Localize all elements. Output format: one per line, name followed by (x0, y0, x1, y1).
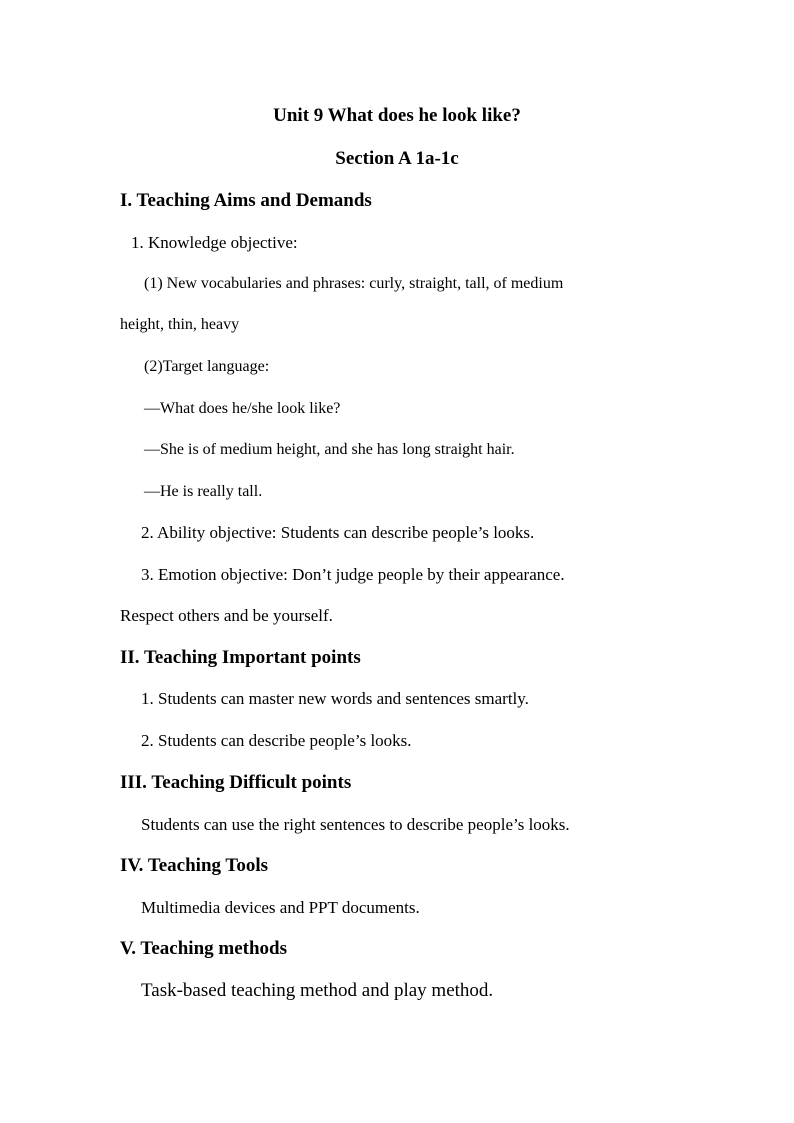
vocabulary-line-2: height, thin, heavy (120, 316, 240, 333)
tools-text: Multimedia devices and PPT documents. (141, 898, 420, 917)
section-heading-methods: V. Teaching methods (120, 938, 288, 959)
document-subtitle: Section A 1a-1c (335, 148, 459, 169)
section-heading-important-points: II. Teaching Important points (120, 647, 361, 668)
emotion-objective-line-1: 3. Emotion objective: Don’t judge people by their appearance. (141, 565, 565, 584)
dialogue-line: —What does he/she look like? (144, 400, 341, 417)
ability-objective: 2. Ability objective: Students can describe people’s looks. (141, 523, 535, 542)
methods-text: Task-based teaching method and play method. (141, 980, 494, 1001)
target-language: (2)Target language: (144, 358, 270, 375)
section-heading-difficult-points: III. Teaching Difficult points (120, 772, 352, 793)
important-point-item: 1. Students can master new words and sentences smartly. (141, 689, 529, 708)
document-title: Unit 9 What does he look like? (273, 105, 521, 126)
dialogue-line: —She is of medium height, and she has long straight hair. (144, 441, 515, 458)
important-point-item: 2. Students can describe people’s looks. (141, 731, 412, 750)
knowledge-objective: 1. Knowledge objective: (131, 233, 298, 252)
dialogue-line: —He is really tall. (144, 483, 263, 500)
section-heading-aims: I. Teaching Aims and Demands (120, 190, 372, 211)
section-heading-tools: IV. Teaching Tools (120, 855, 269, 876)
difficult-point-text: Students can use the right sentences to describe people’s looks. (141, 815, 570, 834)
vocabulary-line-1: (1) New vocabularies and phrases: curly, straight, tall, of medium (144, 275, 564, 292)
emotion-objective-line-2: Respect others and be yourself. (120, 606, 333, 625)
